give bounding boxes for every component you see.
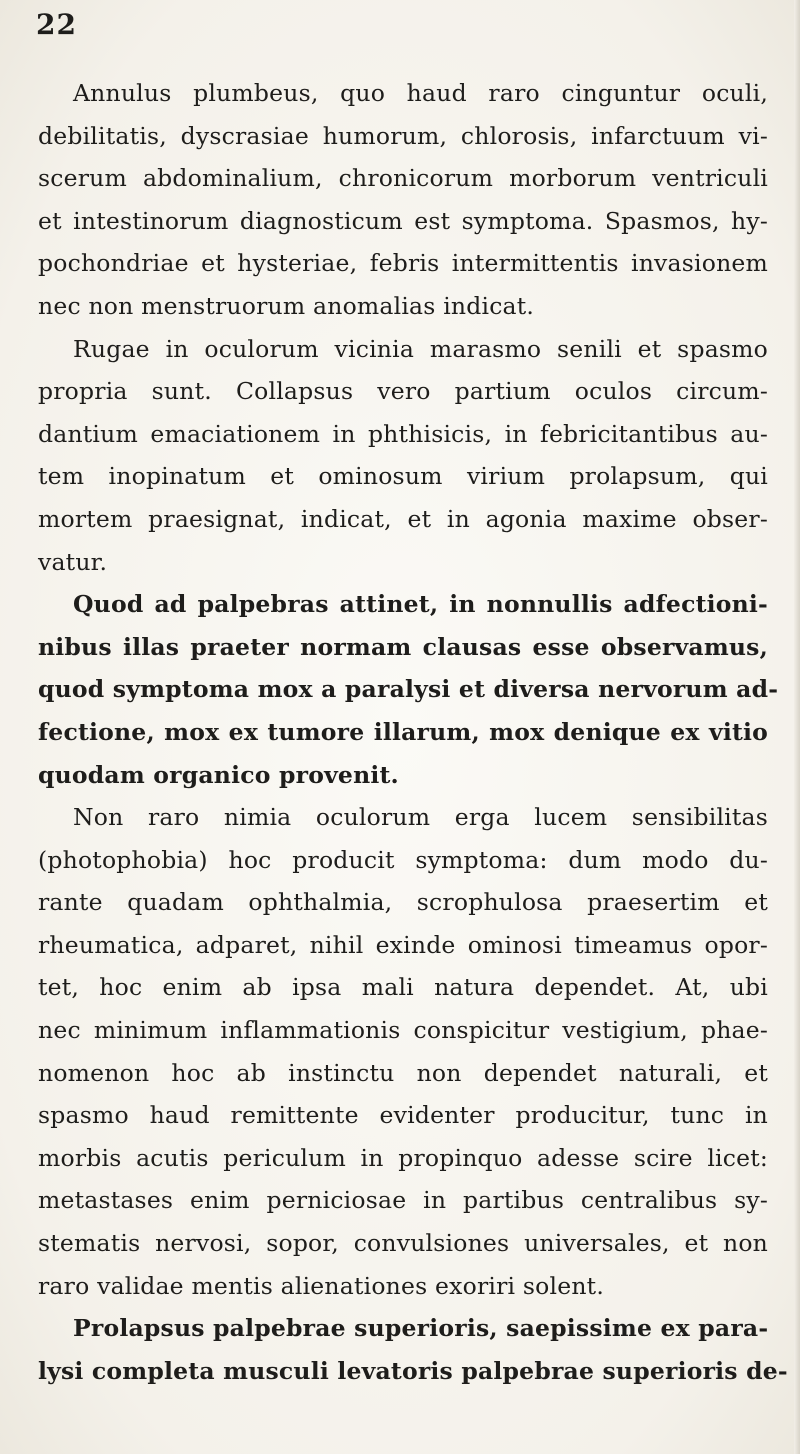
text-line: rheumatica, adparet, nihil exinde ominosi timeamus opor- bbox=[38, 930, 768, 959]
text-line: pochondriae et hysteriae, febris intermittentis invasionem bbox=[38, 249, 768, 278]
text-line: nibus illas praeter normam clausas esse observamus, bbox=[38, 632, 768, 661]
text-line: et intestinorum diagnosticum est symptoma. Spasmos, hy- bbox=[38, 206, 768, 235]
text-line: debilitatis, dyscrasiae humorum, chlorosis, infarctuum vi- bbox=[38, 121, 768, 150]
text-line: Prolapsus palpebrae superioris, saepissime ex para- bbox=[73, 1314, 769, 1343]
body-text bbox=[38, 72, 788, 1392]
text-line: vatur. bbox=[38, 547, 108, 576]
text-line: (photophobia) hoc producit symptoma: dum modo du- bbox=[38, 845, 768, 874]
text-line: mortem praesignat, indicat, et in agonia maxime obser- bbox=[38, 504, 768, 533]
page-number: 22 bbox=[36, 8, 77, 41]
text-line: nec non menstruorum anomalias indicat. bbox=[38, 291, 535, 320]
text-line: spasmo haud remittente evidenter producitur, tunc in bbox=[38, 1101, 768, 1130]
text-line: nec minimum inflammationis conspicitur vestigium, phae- bbox=[38, 1016, 768, 1045]
text-line: morbis acutis periculum in propinquo adesse scire licet: bbox=[38, 1143, 768, 1172]
text-line: Quod ad palpebras attinet, in nonnullis adfectioni- bbox=[73, 590, 768, 619]
text-line: nomenon hoc ab instinctu non dependet naturali, et bbox=[38, 1058, 768, 1087]
text-line: rante quadam ophthalmia, scrophulosa praesertim et bbox=[38, 888, 768, 917]
text-line: metastases enim perniciosae in partibus centralibus sy- bbox=[38, 1186, 768, 1215]
text-line: stematis nervosi, sopor, convulsiones universales, et non bbox=[38, 1229, 768, 1258]
text-line: quodam organico provenit. bbox=[38, 760, 399, 789]
text-line: Rugae in oculorum vicinia marasmo senili et spasmo bbox=[73, 334, 768, 363]
page-edge-shadow bbox=[794, 0, 800, 1454]
text-line: lysi completa musculi levatoris palpebrae superioris de- bbox=[38, 1356, 788, 1385]
text-line: scerum abdominalium, chronicorum morborum ventriculi bbox=[38, 164, 768, 193]
text-line: Non raro nimia oculorum erga lucem sensibilitas bbox=[73, 803, 768, 832]
text-line: tet, hoc enim ab ipsa mali natura dependet. At, ubi bbox=[38, 973, 768, 1002]
text-line: fectione, mox ex tumore illarum, mox denique ex vitio bbox=[38, 717, 768, 746]
text-line: dantium emaciationem in phthisicis, in febricitantibus au- bbox=[38, 419, 768, 448]
text-line: raro validae mentis alienationes exoriri solent. bbox=[38, 1271, 604, 1300]
text-line: propria sunt. Collapsus vero partium oculos circum- bbox=[38, 377, 768, 406]
text-line: Annulus plumbeus, quo haud raro cinguntur oculi, bbox=[73, 79, 768, 107]
text-line: quod symptoma mox a paralysi et diversa nervorum ad- bbox=[38, 675, 779, 704]
text-line: tem inopinatum et ominosum virium prolapsum, qui bbox=[38, 462, 768, 491]
